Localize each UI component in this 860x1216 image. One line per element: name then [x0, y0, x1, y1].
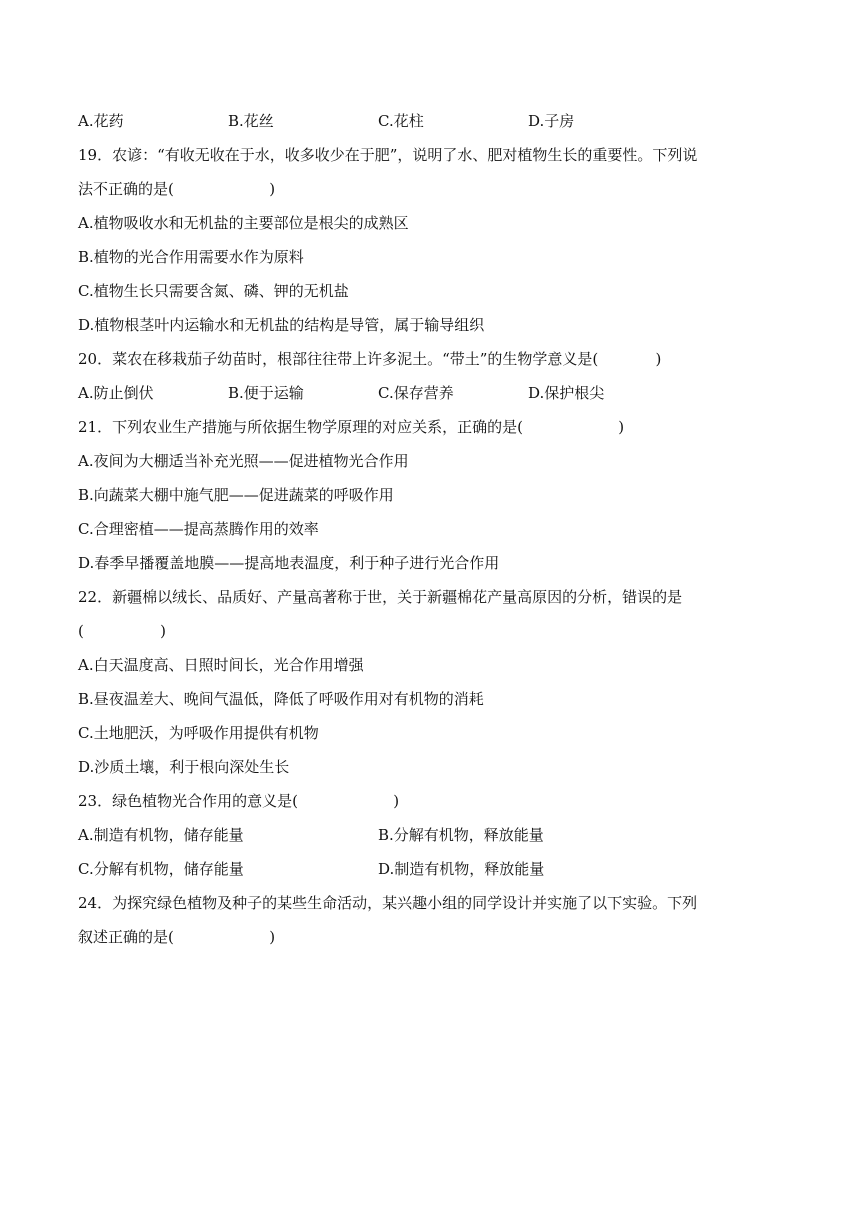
q22-option-d: D.沙质土壤，利于根向深处生长 — [78, 758, 290, 776]
q20-option-b: B.便于运输 — [228, 384, 304, 402]
q23-options-row1 — [78, 818, 788, 852]
q19-option-a: A.植物吸收水和无机盐的主要部位是根尖的成熟区 — [78, 214, 409, 232]
q18-options — [78, 104, 788, 138]
q23-option-c: C.分解有机物，储存能量 — [78, 860, 244, 878]
q19-option-c: C.植物生长只需要含氮、磷、钾的无机盐 — [78, 282, 349, 300]
q23-stem: 23．绿色植物光合作用的意义是( ) — [78, 792, 400, 810]
q23-option-d: D.制造有机物，释放能量 — [378, 860, 545, 878]
q21-option-d: D.春季早播覆盖地膜——提高地表温度，利于种子进行光合作用 — [78, 554, 500, 572]
exam-page — [78, 104, 788, 954]
q20-option-a: A.防止倒伏 — [78, 384, 154, 402]
q20-option-d: D.保护根尖 — [528, 384, 605, 402]
q22-option-b: B.昼夜温差大、晚间气温低，降低了呼吸作用对有机物的消耗 — [78, 690, 484, 708]
q19-option-d: D.植物根茎叶内运输水和无机盐的结构是导管，属于输导组织 — [78, 316, 485, 334]
q21-option-b: B.向蔬菜大棚中施气肥——促进蔬菜的呼吸作用 — [78, 486, 394, 504]
q19-stem-line1: 19．农谚：“有收无收在于水，收多收少在于肥”，说明了水、肥对植物生长的重要性。下列说 — [78, 146, 698, 164]
q21-option-c: C.合理密植——提高蒸腾作用的效率 — [78, 520, 319, 538]
q18-option-b: B.花丝 — [228, 112, 274, 130]
q22-stem-line1: 22．新疆棉以绒长、品质好、产量高著称于世，关于新疆棉花产量高原因的分析，错误的是 — [78, 588, 683, 606]
q20-stem: 20．菜农在移栽茄子幼苗时，根部往往带上许多泥土。“带土”的生物学意义是( ) — [78, 350, 662, 368]
q21-option-a: A.夜间为大棚适当补充光照——促进植物光合作用 — [78, 452, 409, 470]
q18-option-a: A.花药 — [78, 112, 124, 130]
q23-option-b: B.分解有机物，释放能量 — [378, 826, 544, 844]
q20-option-c: C.保存营养 — [378, 384, 454, 402]
q19-stem-line2: 法不正确的是( ) — [78, 180, 276, 198]
q19-option-b: B.植物的光合作用需要水作为原料 — [78, 248, 304, 266]
q22-option-c: C.土地肥沃，为呼吸作用提供有机物 — [78, 724, 319, 742]
q24-stem-line1: 24．为探究绿色植物及种子的某些生命活动，某兴趣小组的同学设计并实施了以下实验。下列 — [78, 894, 698, 912]
q18-option-c: C.花柱 — [378, 112, 424, 130]
q21-stem: 21．下列农业生产措施与所依据生物学原理的对应关系，正确的是( ) — [78, 418, 625, 436]
q20-options — [78, 376, 788, 410]
q22-stem-line2: ( ) — [78, 622, 166, 640]
q22-option-a: A.白天温度高、日照时间长，光合作用增强 — [78, 656, 364, 674]
q18-option-d: D.子房 — [528, 112, 575, 130]
q24-stem-line2: 叙述正确的是( ) — [78, 928, 276, 946]
q23-option-a: A.制造有机物，储存能量 — [78, 826, 244, 844]
q23-options-row2 — [78, 852, 788, 886]
